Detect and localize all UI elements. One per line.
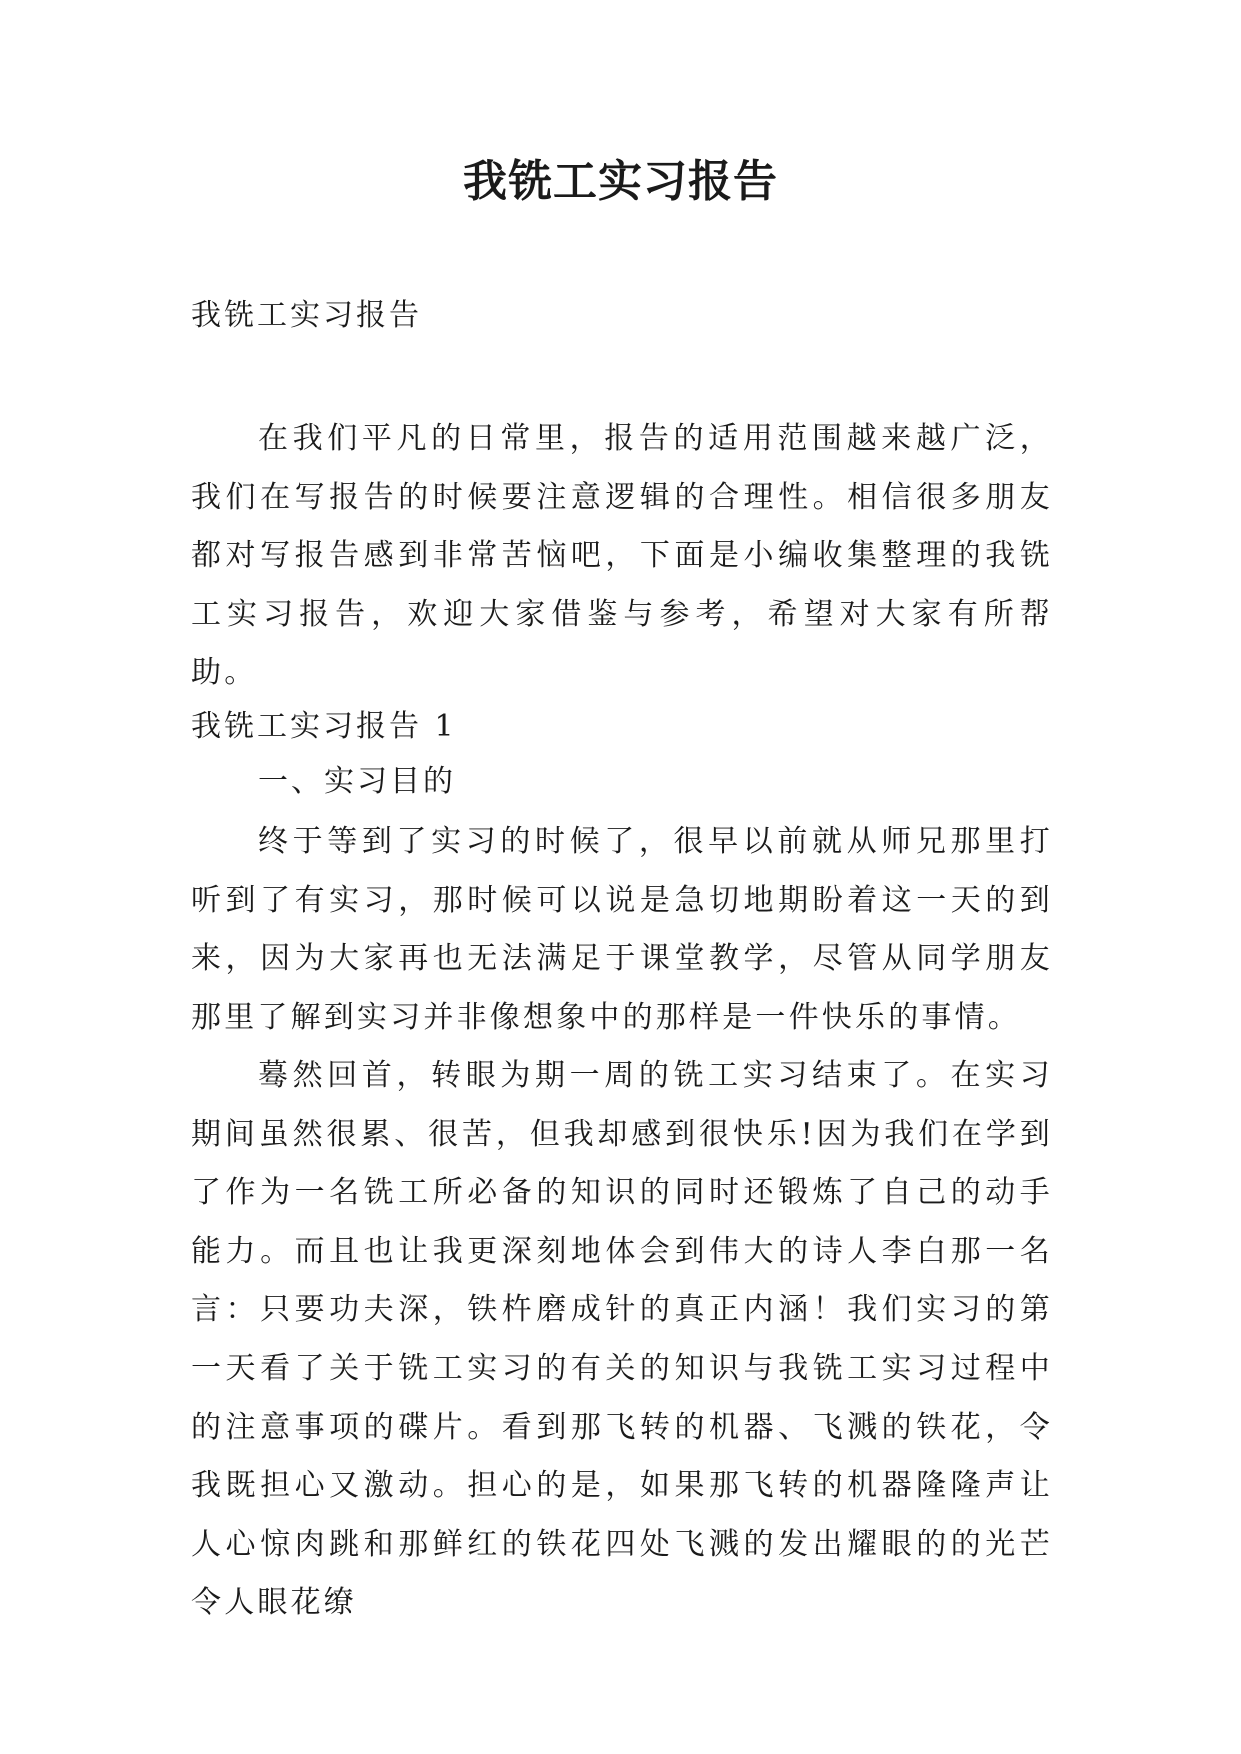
body-paragraph: 蓦然回首，转眼为期一周的铣工实习结束了。在实习期间虽然很累、很苦，但我却感到很快乐!因为我们在学到了作为一名铣工所必备的知识的同时还锻炼了自己的动手能力。而且也让我更深刻地体会到伟大的诗人李白那一名言：只要功夫深，铁杵磨成针的真正内涵！我们实习的第一天看了关于铣工实习的有关的知识与我铣工实习过程中的注意事项的碟片。看到那飞转的机器、飞溅的铁花，令我既担心又激动。担心的是，如果那飞转的机器隆隆声让人心惊肉跳和那鲜红的铁花四处飞溅的发出耀眼的的光芒令人眼花缭 (191, 1058, 1053, 1621)
intro-paragraph: 在我们平凡的日常里，报告的适用范围越来越广泛，我们在写报告的时候要注意逻辑的合理性。相信很多朋友都对写报告感到非常苦恼吧，下面是小编收集整理的我铣工实习报告，欢迎大家借鉴与参考，希望对大家有所帮助。 (191, 421, 1053, 691)
section-heading: 一、实习目的 (258, 764, 456, 799)
section-title: 我铣工实习报告 1 (191, 709, 457, 744)
document-title: 我铣工实习报告 (463, 156, 778, 207)
document-subtitle: 我铣工实习报告 (191, 298, 422, 333)
body-paragraph: 终于等到了实习的时候了，很早以前就从师兄那里打听到了有实习，那时候可以说是急切地期盼着这一天的到来，因为大家再也无法满足于课堂教学，尽管从同学朋友那里了解到实习并非像想象中的那样是一件快乐的事情。 (191, 824, 1053, 1035)
